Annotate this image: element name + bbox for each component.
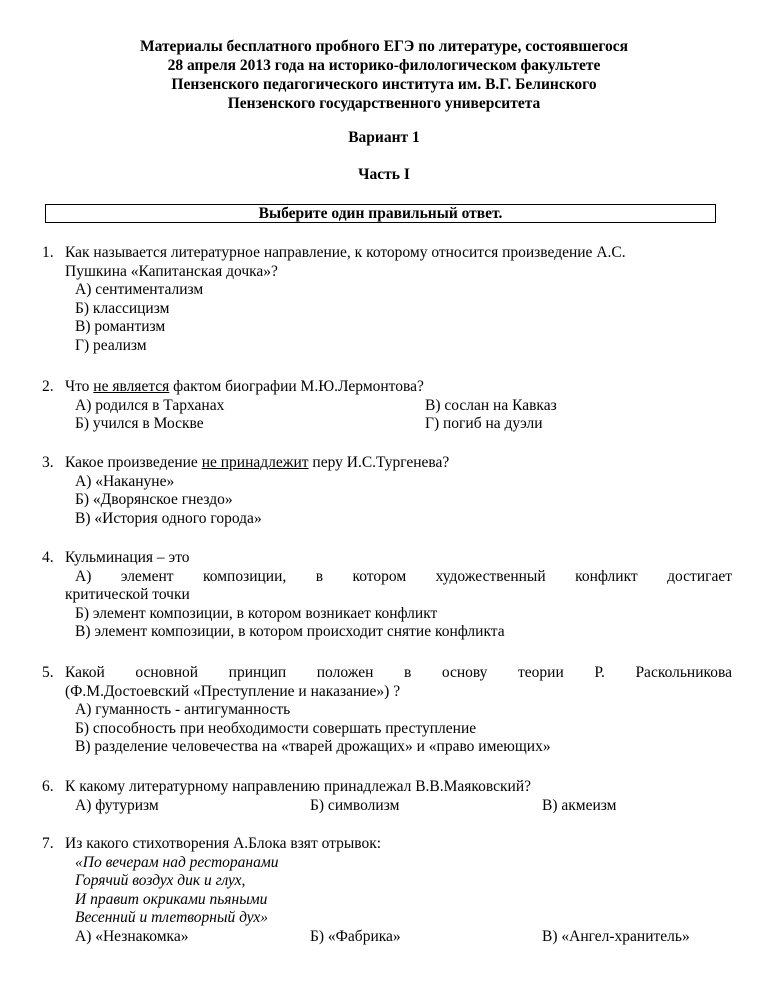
question-text: Как называется литературное направление, к которому относится произведение А.С. [65, 244, 626, 261]
question-number: 5. [42, 664, 54, 681]
answer-option: Б) символизм [310, 796, 400, 814]
answer-options [65, 397, 732, 434]
answer-option: Г) реализм [75, 336, 147, 354]
question-text: Какой основной принцип положен в основу теории Р. Раскольникова [65, 664, 732, 681]
underlined-text: не является [93, 378, 170, 395]
instruction-box: Выберите один правильный ответ. [45, 204, 716, 223]
question-5 [42, 664, 732, 757]
part-title: Часть I [358, 166, 410, 183]
answer-option: В) романтизм [75, 318, 166, 335]
question-number: 3. [42, 454, 54, 471]
document-header [0, 37, 768, 113]
underlined-text: не принадлежит [201, 454, 309, 471]
answer-option: А) «Накануне» [75, 472, 175, 490]
answer-option: Б) способность при необходимости совершать преступление [75, 719, 477, 737]
answer-option: Б) элемент композиции, в котором возникает конфликт [75, 604, 438, 622]
answer-option: В) сослан на Кавказ [425, 396, 557, 414]
answer-options [65, 928, 732, 947]
question-1 [42, 244, 732, 355]
answer-option: Б) «Дворянское гнездо» [75, 491, 233, 508]
poem-line: «По вечерам над ресторанами [75, 853, 279, 871]
question-number: 1. [42, 244, 54, 261]
poem-line: Горячий воздух дик и глух, [75, 872, 246, 889]
answer-option: Б) учился в Москве [75, 415, 204, 432]
answer-option: А) футуризм [75, 796, 159, 814]
poem-line: Весенний и тлетворный дух» [75, 909, 269, 926]
answer-option: А) элемент композиции, в котором художественный конфликт достигает [75, 567, 732, 585]
answer-options [65, 797, 732, 816]
text-segment: фактом биографии М.Ю.Лермонтова? [169, 378, 424, 395]
answer-option: В) «Ангел-хранитель» [542, 927, 690, 945]
poem-line: И правит окриками пьяными [75, 890, 268, 908]
question-text: Из какого стихотворения А.Блока взят отрывок: [65, 835, 382, 852]
answer-option: А) сентиментализм [75, 281, 204, 298]
question-6 [42, 778, 732, 815]
answer-option: Б) классицизм [75, 299, 170, 317]
text-segment: Что [65, 378, 94, 395]
question-number: 7. [42, 835, 54, 852]
question-3 [42, 454, 732, 528]
question-text: Пушкина «Капитанская дочка»? [65, 262, 278, 280]
question-text [65, 378, 732, 397]
question-text: (Ф.М.Достоевский «Преступление и наказание») ? [65, 682, 401, 700]
poem-quote [65, 854, 732, 928]
answer-option-continuation: критической точки [65, 586, 190, 603]
answer-option: Г) погиб на дуэли [425, 415, 543, 432]
answer-option: В) акмеизм [542, 796, 617, 814]
header-line: Пензенского государственного университета [227, 95, 541, 112]
question-number: 6. [42, 778, 54, 795]
question-text: Кульминация – это [65, 549, 190, 566]
header-line: 28 апреля 2013 года на историко-филологическом факультете [167, 57, 601, 74]
answer-option: А) родился в Тарханах [75, 396, 225, 414]
question-number: 4. [42, 549, 54, 566]
answer-option: В) «История одного города» [75, 509, 262, 527]
question-text: К какому литературному направлению принадлежал В.В.Маяковский? [65, 778, 532, 795]
answer-option: А) гуманность - антигуманность [75, 701, 291, 718]
question-number: 2. [42, 378, 54, 395]
question-4 [42, 549, 732, 642]
answer-option: А) «Незнакомка» [75, 927, 189, 945]
header-line: Материалы бесплатного пробного ЕГЭ по литературе, состоявшегося [139, 38, 629, 55]
question-2 [42, 378, 732, 434]
answer-option: В) разделение человечества на «тварей дрожащих» и «право имеющих» [75, 738, 551, 755]
header-line: Пензенского педагогического института им. В.Г. Белинского [171, 76, 597, 93]
text-segment: перу И.С.Тургенева? [308, 454, 450, 471]
question-7 [42, 835, 732, 946]
answer-option: В) элемент композиции, в котором происходит снятие конфликта [75, 623, 505, 640]
variant-title: Вариант 1 [348, 129, 420, 146]
text-segment: Какое произведение [65, 454, 202, 471]
question-text [65, 454, 732, 473]
answer-option: Б) «Фабрика» [310, 927, 401, 945]
